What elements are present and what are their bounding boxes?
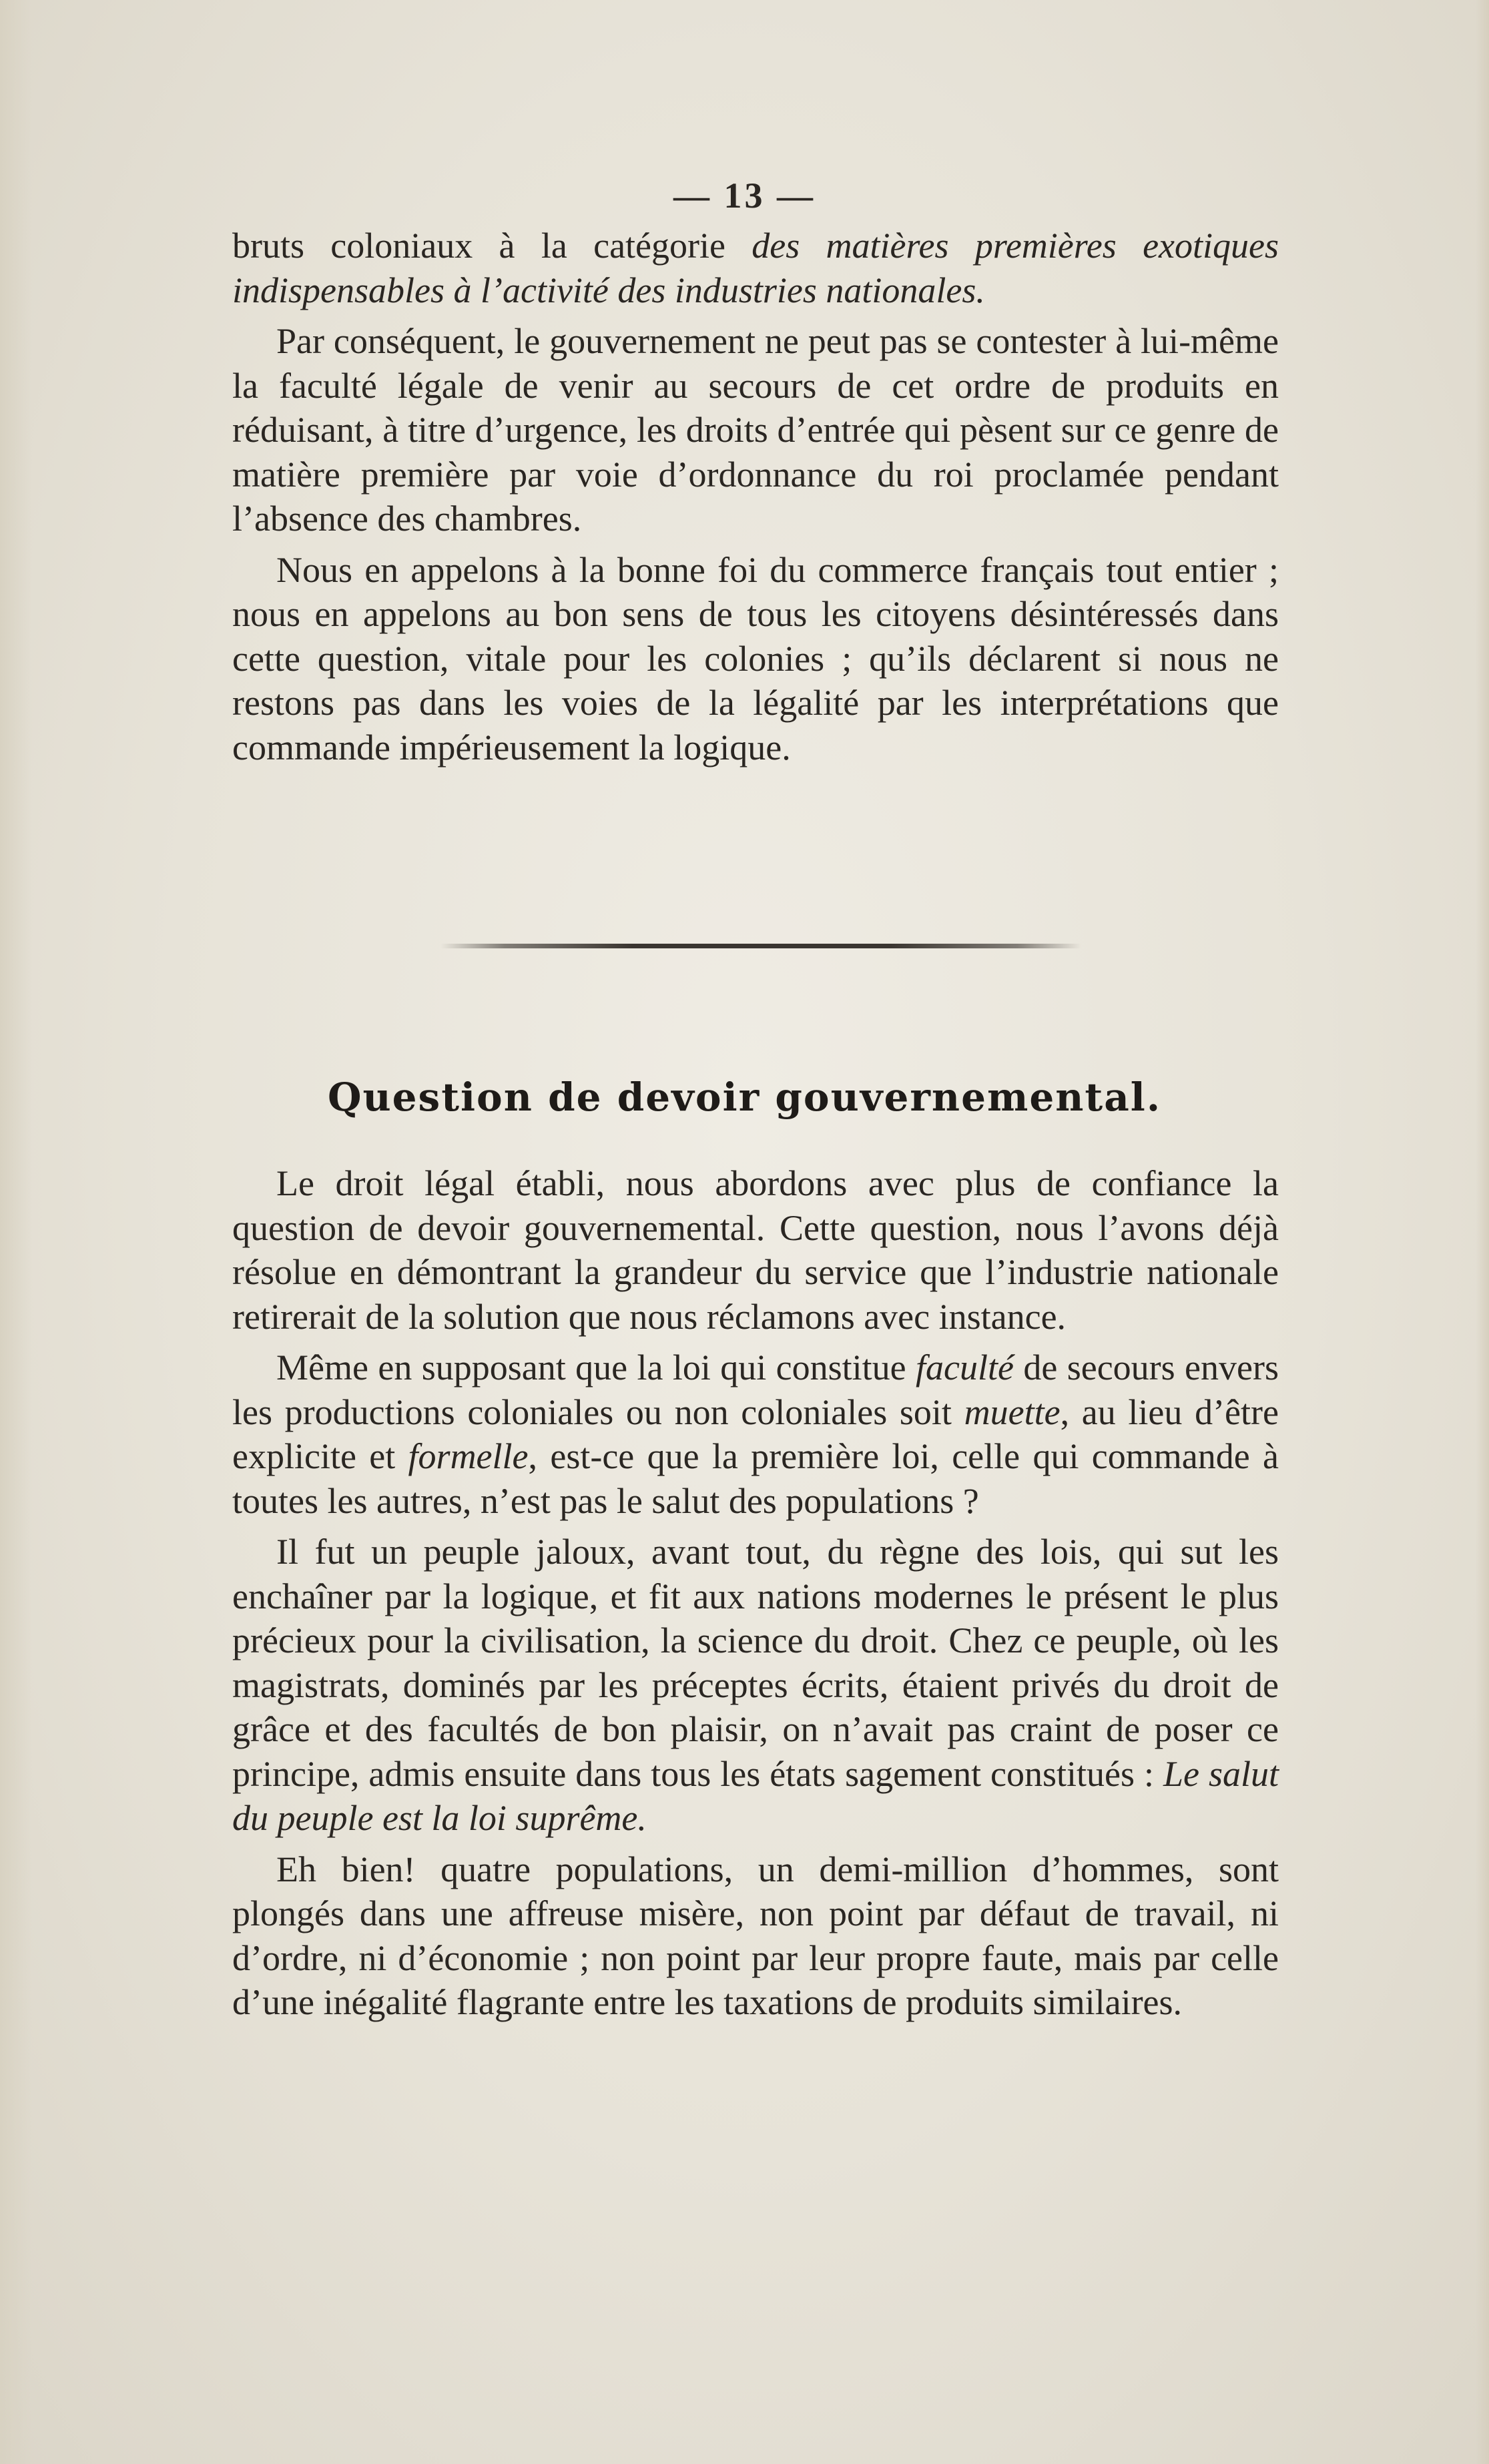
paragraph <box>232 224 1279 312</box>
text-run: , est-ce que la première loi, celle qui commande à toutes les autres, n’est pas le salut des populations ? <box>232 1436 1279 1521</box>
italic-run: muette <box>964 1392 1061 1432</box>
text-run: Il fut un peuple jaloux, avant tout, du règne des lois, qui sut les enchaîner par la logique, et fit aux nations modernes le présent le plus précieux pour la civilisation, la science du droit. Chez ce peuple, où les magistrats, dominés par les préceptes écrits, étaient privés du droit de grâce et des facultés de bon plaisir, on n’avait pas craint de poser ce principe, admis ensuite dans tous les états sagement constitués : <box>232 1532 1279 1794</box>
italic-run: faculté <box>916 1347 1014 1388</box>
paragraph <box>232 1847 1279 2025</box>
text-run: bruts coloniaux à la catégorie <box>232 226 752 266</box>
paragraph <box>232 1161 1279 1339</box>
section-2-body <box>232 1161 1279 2025</box>
section-heading: Question de devoir gouvernemental. <box>327 1074 1162 1120</box>
section-divider-rule <box>440 944 1081 948</box>
text-run: Eh bien! quatre populations, un demi-million d’hommes, sont plongés dans une affreuse misère, non point par défaut de travail, ni d’ordre, ni d’économie ; non point par leur propre faute, mais par celle d’une inégalité flagrante entre les taxations de produits similaires. <box>232 1849 1279 2022</box>
italic-run: des matières premières exotiques indispensables à l’activité des industries nationales. <box>232 226 1279 310</box>
page-number: — 13 — <box>673 176 816 216</box>
italic-run: formelle <box>408 1436 529 1476</box>
paragraph <box>232 548 1279 770</box>
text-run: , au lieu d’être explicite et <box>232 1392 1279 1476</box>
text-run: Même en supposant que la loi qui constitue <box>276 1347 916 1388</box>
page-left-edge-shadow <box>0 0 32 2464</box>
page-right-edge-shadow <box>1476 0 1489 2464</box>
section-1-body <box>232 224 1279 769</box>
text-run: Par conséquent, le gouvernement ne peut pas se contester à lui-même la faculté légale de venir au secours de cet ordre de produits en réduisant, à titre d’urgence, les droits d’entrée qui pèsent sur ce genre de matière première par voie d’ordonnance du roi proclamée pendant l’absence des chambres. <box>232 321 1279 539</box>
paragraph <box>232 1345 1279 1523</box>
paragraph <box>232 319 1279 541</box>
italic-run: Le salut du peuple est la loi suprême. <box>232 1753 1279 1838</box>
paragraph <box>232 1530 1279 1841</box>
text-run: Le droit légal établi, nous abordons avec plus de confiance la question de devoir gouvernemental. Cette question, nous l’avons déjà résolue en démontrant la grandeur du service que l’industrie nationale retirerait de la solution que nous réclamons avec instance. <box>232 1163 1279 1337</box>
text-run: de secours envers les productions coloniales ou non coloniales soit <box>232 1347 1279 1432</box>
text-run: Nous en appelons à la bonne foi du commerce français tout entier ; nous en appelons au bon sens de tous les citoyens désintéressés dans cette question, vitale pour les colonies ; qu’ils déclarent si nous ne restons pas dans les voies de la légalité par les interprétations que commande impérieusement la logique. <box>232 549 1279 767</box>
